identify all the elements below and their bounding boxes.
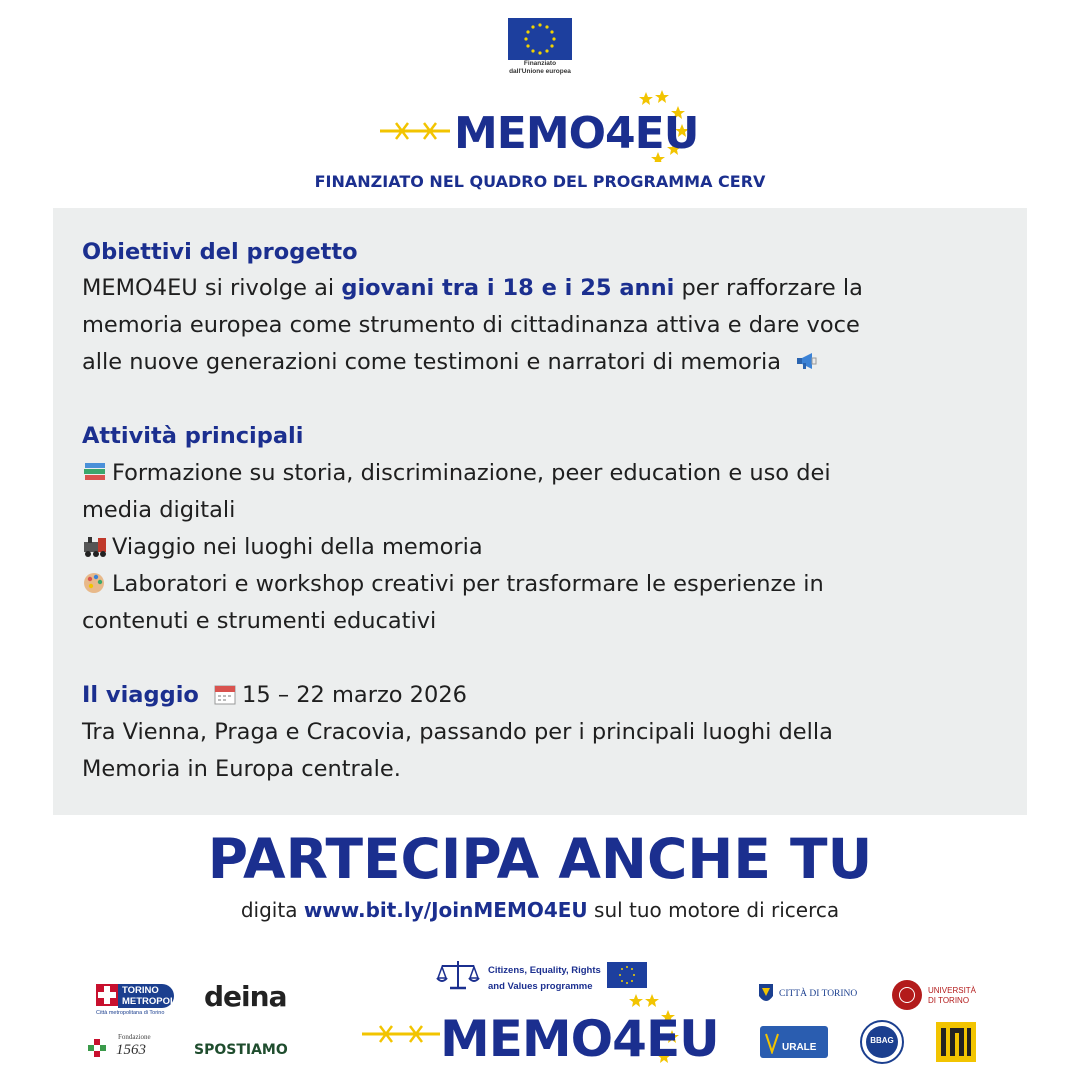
- unito-line1: UNIVERSITÀ: [928, 986, 977, 995]
- inm-logo-icon: [936, 1022, 976, 1062]
- age-highlight: giovani tra i 18 e i 25 anni: [341, 275, 675, 301]
- info-panel: [53, 208, 1027, 815]
- activity-item-workshops: [82, 566, 824, 602]
- citta-torino-text: CITTÀ DI TORINO: [779, 989, 858, 999]
- eu-flag-icon: [508, 18, 572, 60]
- activity-item-trip: [82, 529, 483, 565]
- activity-item-training: [82, 455, 831, 491]
- trip-heading: Il viaggio: [82, 682, 199, 708]
- megaphone-icon: [796, 349, 822, 373]
- torino-metropoli-line2: METROPOLI: [122, 996, 179, 1007]
- eu-caption-line2: dall'Unione europea: [509, 68, 571, 75]
- cerv-line2: and Values programme: [488, 981, 593, 992]
- cta-instruction: [0, 898, 1080, 922]
- eu-funding-caption: [470, 60, 610, 76]
- bbag-logo: [860, 1020, 904, 1064]
- urale-text: URALE: [782, 1042, 817, 1053]
- activity-item-training-line2: media digitali: [82, 497, 236, 523]
- torino-metropoli-sub: Città metropolitana di Torino: [96, 1010, 165, 1016]
- fondazione-label: Fondazione: [118, 1033, 151, 1041]
- trip-line2: Memoria in Europa centrale.: [82, 756, 401, 782]
- citta-di-torino-logo: [757, 980, 857, 1010]
- unito-line2: DI TORINO: [928, 996, 970, 1005]
- objectives-line3: [82, 344, 826, 380]
- memo4eu-logo-footer: [360, 990, 719, 1074]
- cta-pre: digita: [240, 898, 304, 922]
- objectives-line1-pre: MEMO4EU si rivolge ai: [82, 275, 342, 301]
- books-icon: [82, 460, 108, 484]
- urale-logo: [760, 1026, 828, 1058]
- trip-dates: 15 – 22 marzo 2026: [242, 682, 467, 708]
- scales-icon: [436, 958, 480, 992]
- eu-flag-small-icon: [607, 962, 647, 988]
- logo-wordmark-footer: MEMO4EU: [440, 1010, 719, 1068]
- signup-link[interactable]: www.bit.ly/JoinMEMO4EU: [303, 898, 588, 922]
- bbag-text: BBAG: [870, 1036, 894, 1045]
- cta-title: PARTECIPA ANCHE TU: [207, 827, 873, 891]
- palette-icon: [82, 571, 108, 595]
- torino-metropoli-logo: [96, 982, 178, 1020]
- train-icon: [82, 534, 108, 558]
- objectives-line1: [82, 270, 863, 306]
- eu-caption-line1: Finanziato: [523, 60, 557, 67]
- cerv-line1: Citizens, Equality, Rights: [488, 965, 601, 976]
- logo-wordmark: MEMO4EU: [454, 108, 699, 159]
- fondazione-year: 1563: [116, 1042, 146, 1058]
- cta-post: sul tuo motore di ricerca: [587, 898, 840, 922]
- memo4eu-logo-header: [378, 86, 698, 162]
- objectives-line3-text: alle nuove generazioni come testimoni e narratori di memoria: [82, 349, 782, 375]
- activity-item-workshops-line1: Laboratori e workshop creativi per trasformare le esperienze in: [112, 571, 824, 597]
- program-subtitle: FINANZIATO NEL QUADRO DEL PROGRAMMA CERV: [314, 172, 766, 191]
- fondazione-1563-logo: [88, 1033, 168, 1069]
- activity-item-training-line1: Formazione su storia, discriminazione, peer education e uso dei: [112, 460, 831, 486]
- torino-metropoli-line1: TORINO: [122, 985, 159, 996]
- activities-heading: Attività principali: [82, 423, 304, 449]
- calendar-icon: [212, 682, 238, 706]
- objectives-heading: Obiettivi del progetto: [82, 239, 358, 265]
- activity-item-trip-text: Viaggio nei luoghi della memoria: [112, 534, 483, 560]
- objectives-line2: memoria europea come strumento di cittadinanza attiva e dare voce: [82, 312, 860, 338]
- trip-line: [82, 677, 467, 713]
- deina-logo: deina: [204, 980, 287, 1013]
- objectives-line1-post: per rafforzare la: [674, 275, 863, 301]
- spostiamo-logo: SPOSTIAMO: [194, 1042, 288, 1058]
- trip-line1: Tra Vienna, Praga e Cracovia, passando per i principali luoghi della: [82, 719, 833, 745]
- universita-torino-logo: [892, 980, 982, 1012]
- activity-item-workshops-line2: contenuti e strumenti educativi: [82, 608, 437, 634]
